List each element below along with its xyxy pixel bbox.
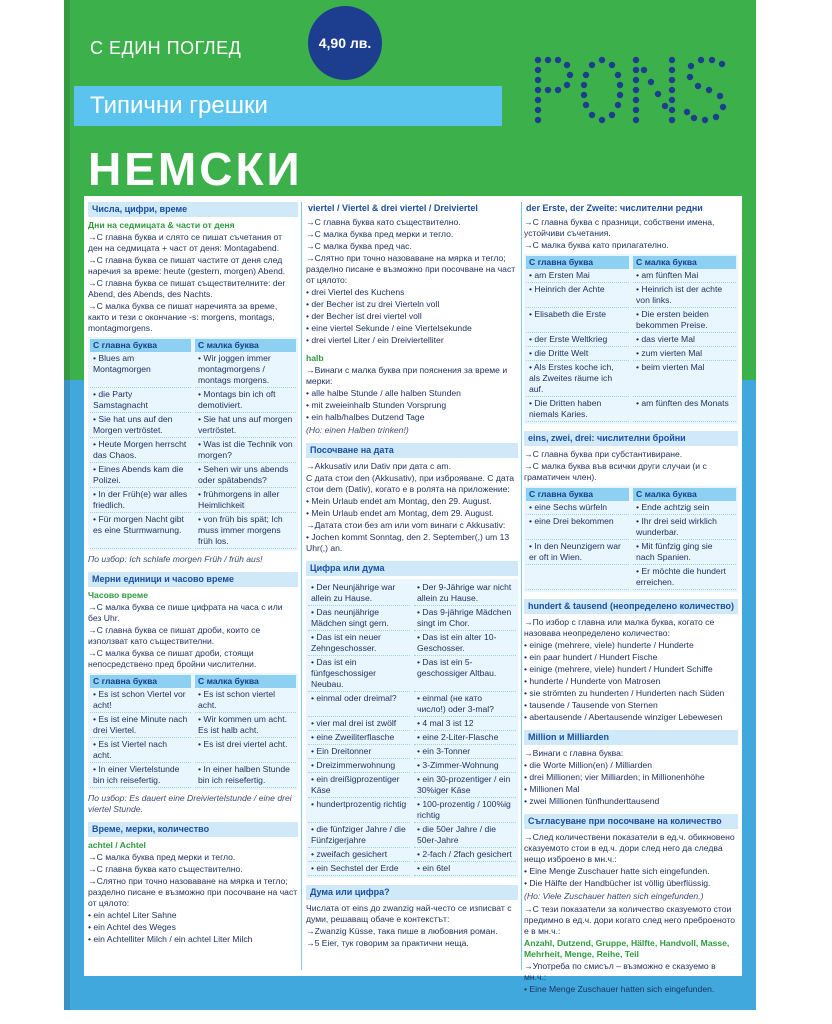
table-cell: • Das ist ein fünfgeschossiger Neubau. (308, 656, 410, 692)
rule-line: →С главна буква се пишат дроби, които се използват като съществителни. (88, 625, 261, 646)
example-line: • Eine Menge Zuschauer hatten sich eingefunden. (524, 984, 715, 994)
table-cell: • ein 3-Tonner (414, 745, 516, 759)
section-cardinals (524, 431, 738, 592)
section-heading: Съгласуване при посочване на количество (524, 814, 738, 829)
rule-line: →С малка буква пред час. (306, 241, 412, 251)
table-cell: • am fünften Mai (633, 269, 736, 283)
section-heading: Числа, цифри, време (88, 202, 298, 217)
example-line: • ein Achtelliter Milch / ein achtel Liter Milch (88, 934, 253, 944)
example-line: • sie strömten zu hunderten / Hunderten nach Süden (524, 688, 725, 698)
example-line: • ein halb/halbes Dutzend Tage (306, 412, 425, 422)
example-table (88, 673, 298, 790)
table-header: С малка буква (195, 675, 296, 688)
example-line: • Mein Urlaub endet am Montag, dem 29. August. (306, 508, 494, 518)
example-line: • eine viertel Sekunde / eine Viertelsekunde (306, 323, 472, 333)
table-cell: • Das ist ein 5-geschossiger Altbau. (414, 656, 516, 692)
table-cell: • Sie hat uns auf den Morgen vertröstet. (90, 413, 191, 438)
table-cell: • ein 30-prozentiger / ein 30%iger Käse (414, 773, 516, 798)
column-3 (524, 202, 738, 1002)
example-line: • Eine Menge Zuschauer hatte sich eingefunden. (524, 866, 710, 876)
section-word-or-digit (306, 885, 518, 949)
table-cell: • Ende achtzig sein (633, 501, 736, 515)
example-line: • alle halbe Stunde / alle halben Stunden (306, 388, 461, 398)
rule-line: →Винаги с главна буква: (524, 748, 624, 758)
section-agreement (524, 814, 738, 995)
table-cell: • am Ersten Mai (526, 269, 629, 283)
table-cell: • Das 9-jährige Mädchen singt im Chor. (414, 606, 516, 631)
table-cell: • Wir kommen um acht. Es ist halb acht. (195, 713, 296, 738)
price-badge (308, 6, 382, 80)
example-line: • Jochen kommt Sonntag, den 2. September(,) um 13 Uhr(,) an. (306, 532, 510, 553)
table-header: С главна буква (526, 256, 629, 269)
table-cell: • 4 mal 3 ist 12 (414, 717, 516, 731)
rule-line: →С тези показатели за количество сказуемото стои предимно в ед.ч. дори когато след него преброеното е в мн.ч.: (524, 904, 736, 936)
rule-line: →С главна буква при субстантивиране. (524, 449, 683, 459)
cover-sheet (64, 0, 756, 1010)
table-cell: • ein Sechstel der Erde (308, 862, 410, 876)
subsection-heading: Часово време (88, 590, 148, 600)
table-cell: • Die Dritten haben niemals Karies. (526, 397, 629, 422)
table-cell: • zum vierten Mal (633, 347, 736, 361)
table-cell: • eine 2-Liter-Flasche (414, 731, 516, 745)
section-heading: Цифра или дума (306, 561, 518, 576)
section-digit-or-word (306, 561, 518, 878)
example-line: • ein paar hundert / Hundert Fische (524, 652, 658, 662)
section-date (306, 443, 518, 554)
cover-kicker: С ЕДИН ПОГЛЕД (90, 38, 242, 58)
rule-line: →По избор с главна или малка буква, когато се назовава неопределено количество: (524, 617, 715, 638)
example-line: • einige (mehrere, viele) hundert / Hundert Schiffe (524, 664, 713, 674)
rule-line: →Винаги с малка буква при пояснения за време и мерки: (306, 365, 508, 386)
table-cell: • Dreizimmerwohnung (308, 759, 410, 773)
subsection-heading: halb (306, 353, 324, 363)
example-line: • abertausende / Abertausende winziger Lebewesen (524, 712, 723, 722)
note-line: (Но: einen Halben trinken!) (306, 425, 409, 435)
pons-logo (530, 52, 736, 132)
table-cell: • Als Erstes koche ich, als Zweites räume ich auf. (526, 361, 629, 397)
section-hundert-tausend (524, 599, 738, 723)
table-cell: • Mit fünfzig ging sie nach Spanien. (633, 540, 736, 565)
table-header: С малка буква (633, 488, 736, 501)
table-cell: • von früh bis spät; Ich muss immer morgens früh los. (195, 513, 296, 549)
section-heading: Million и Milliarden (524, 730, 738, 745)
example-line: • hunderte / Hunderte von Matrosen (524, 676, 661, 686)
section-heading: hundert & tausend (неопределено количество) (524, 599, 738, 614)
table-cell: • eine Drei bekommen (526, 515, 629, 540)
rule-line: →След количествени показатели в ед.ч. обикновено сказуемото стои в ед.ч. дори след него да следва нещо изброено в мн.ч.: (524, 832, 735, 864)
column-divider (301, 202, 302, 970)
table-cell: • In der Früh(e) war alles friedlich. (90, 488, 191, 513)
table-cell: • In einer halben Stunde bin ich reisefertig. (195, 763, 296, 788)
example-line: • drei Millionen; vier Milliarden; in Millionenhöhe (524, 772, 705, 782)
table-cell: • In den Neunzigern war er oft in Wien. (526, 540, 629, 565)
table-cell: • die 50er Jahre / die 50er-Jahre (414, 823, 516, 848)
subsection-heading: Дни на седмицата & части от деня (88, 220, 235, 230)
example-line: • mit zweieinhalb Stunden Vorsprung (306, 400, 447, 410)
table-cell: • eine Sechs würfeln (526, 501, 629, 515)
table-cell: • Das neunjährige Mädchen singt gern. (308, 606, 410, 631)
rule-line: →Употреба по смисъл – възможно е сказуемо в мн.ч.: (524, 961, 716, 982)
note-line: (Но: Viele Zuschauer hatten sich eingefunden.) (524, 891, 704, 901)
table-cell: • Es ist schon Viertel vor acht! (90, 688, 191, 713)
table-cell: • zweifach gesichert (308, 848, 410, 862)
section-million (524, 730, 738, 807)
table-cell: • Sie hat uns auf morgen vertröstet. (195, 413, 296, 438)
table-cell: • Es ist eine Minute nach drei Viertel. (90, 713, 191, 738)
example-line: →Zwanzig Küsse, така пише в любовния роман. (306, 926, 498, 936)
rule-line: →С главна буква като съществително. (88, 864, 243, 874)
table-cell: • ein dreißigprozentiger Käse (308, 773, 410, 798)
cover-title: НЕМСКИ (88, 143, 303, 195)
section-measures (88, 822, 298, 945)
table-cell: • Für morgen Nacht gibt es eine Sturmwarnung. (90, 513, 191, 549)
choice-note: По избор: Es dauert eine Dreiviertelstunde / eine drei viertel Stunde. (88, 793, 292, 814)
table-cell: • Sehen wir uns abends oder spätabends? (195, 463, 296, 488)
rule-line: →С малка буква пред мерки и тегло. (88, 852, 236, 862)
table-cell: • der Erste Weltkrieg (526, 333, 629, 347)
rule-line: →Датата стои без am или vom винаги с Akkusativ: (306, 520, 506, 530)
example-line: • zwei Millionen fünfhunderttausend (524, 796, 660, 806)
table-cell: • Heute Morgen herrscht das Chaos. (90, 438, 191, 463)
rule-line: →С малка буква се пише цифрата на часа с или без Uhr. (88, 602, 283, 623)
cover-subtitle: Типични грешки (90, 92, 268, 119)
table-cell: • die fünfziger Jahre / die Fünfzigerjahre (308, 823, 410, 848)
table-cell: • Heinrich ist der achte von links. (633, 283, 736, 308)
rule-line: →С малка буква пред мерки и тегло. (306, 229, 454, 239)
table-cell: • Er möchte die hundert erreichen. (633, 565, 736, 590)
rule-line: →С малка буква като прилагателно. (524, 240, 669, 250)
rule-line: С дата стои den (Akkusativ), при изброяване. С дата стои dem (Dativ), когато е в ролята на приложение: (306, 473, 515, 494)
rule-line: →С малка буква се пишат дроби, стоящи непосредствено пред бройни числителни. (88, 648, 257, 669)
table-cell: • hundertprozentig richtig (308, 798, 410, 823)
section-heading: Мерни единици и часово време (88, 572, 298, 587)
subsection-heading: achtel / Achtel (88, 840, 146, 850)
table-cell: • Es ist drei viertel acht. (195, 738, 296, 763)
rule-line: →С главна буква с празници, собствени имена, устойчиви съчетания. (524, 217, 715, 238)
table-cell: • eine Zweiliterflasche (308, 731, 410, 745)
table-cell: • frühmorgens in aller Heimlichkeit (195, 488, 296, 513)
example-table (88, 337, 298, 551)
table-header: С малка буква (633, 256, 736, 269)
rule-line: →С главна буква като съществително. (306, 217, 461, 227)
rule-line: Числата от eins до zwanzig най-често се изписват с думи, решаващ обаче е контекстът: (306, 903, 512, 924)
example-table (306, 579, 518, 878)
example-line: • ein achtel Liter Sahne (88, 910, 177, 920)
example-table (524, 486, 738, 592)
table-header: С главна буква (90, 339, 191, 352)
section-numbers-time (88, 202, 298, 565)
rule-line: →Слятно при точно назоваване на мярка и тегло; разделно писане е възможно при посочване на част от цялото: (306, 253, 516, 285)
section-heading: Време, мерки, количество (88, 822, 298, 837)
example-line: • drei Viertel des Kuchens (306, 287, 405, 297)
word-list: Anzahl, Dutzend, Gruppe, Hälfte, Handvoll, Masse, Mehrheit, Menge, Reihe, Teil (524, 938, 730, 959)
rule-line: →Слятно при точно назоваване на мярка и тегло; разделно писане е възможно при посочване на част от цялото: (88, 876, 298, 908)
example-table (524, 254, 738, 424)
rule-line: →Akkusativ или Dativ при дата с am. (306, 461, 451, 471)
table-cell: • Eines Abends kam die Polizei. (90, 463, 191, 488)
example-line: • die Worte Million(en) / Milliarden (524, 760, 652, 770)
table-cell: • 3-Zimmer-Wohnung (414, 759, 516, 773)
table-cell: • die Dritte Welt (526, 347, 629, 361)
table-cell: • am fünften des Monats (633, 397, 736, 422)
example-line: • tausende / Tausende von Sternen (524, 700, 658, 710)
section-ordinals (524, 202, 738, 424)
example-line: →5 Eier, тук говорим за практични неща. (306, 938, 469, 948)
rule-line: →С малка буква във всички други случаи (и с граматичен член). (524, 461, 707, 482)
price-text: 4,90 лв. (318, 35, 372, 51)
table-cell: • das vierte Mal (633, 333, 736, 347)
section-heading: viertel / Viertel & drei viertel / Dreiviertel (308, 203, 478, 213)
rule-line: →С главна буква и слято се пишат съчетания от ден на седмицата + част от деня: Montagabend. (88, 232, 283, 253)
example-line: • der Becher ist zu drei Vierteln voll (306, 299, 440, 309)
section-viertel (306, 202, 518, 346)
table-cell: • einmal oder dreimal? (308, 692, 410, 717)
table-cell: • Ihr drei seid wirklich wunderbar. (633, 515, 736, 540)
table-header: С главна буква (526, 488, 629, 501)
table-cell: • beim vierten Mal (633, 361, 736, 397)
example-line: • der Becher ist drei viertel voll (306, 311, 422, 321)
table-cell: • Was ist die Technik von morgen? (195, 438, 296, 463)
column-1 (88, 202, 298, 952)
table-header: С главна буква (90, 675, 191, 688)
section-heading: Дума или цифра? (306, 885, 518, 900)
table-cell: • Die ersten beiden bekommen Preise. (633, 308, 736, 333)
table-cell: • Der Neunjährige war allein zu Hause. (308, 581, 410, 606)
rule-line: →С главна буква се пишат частите от деня след наречия за време: heute (gestern, morgen) Abend. (88, 255, 286, 276)
rule-line: →С малка буква се пишат наречията за време, както и тези с окончание -s: morgens, montags, montagmorgens. (88, 301, 278, 333)
example-line: • Millionen Mal (524, 784, 580, 794)
table-cell (526, 565, 629, 590)
table-cell: • Wir joggen immer montagmorgens / montags morgens. (195, 352, 296, 388)
table-cell: • die Party Samstagnacht (90, 388, 191, 413)
table-cell: • Der 9-Jährige war nicht allein zu Hause. (414, 581, 516, 606)
table-cell: • Das ist ein alter 10-Geschosser. (414, 631, 516, 656)
section-heading: der Erste, der Zweite: числителни редни (526, 203, 703, 213)
section-heading: Посочване на дата (306, 443, 518, 458)
table-cell: • Es ist schon viertel acht. (195, 688, 296, 713)
example-line: • ein Achtel des Weges (88, 922, 176, 932)
table-cell: • 100-prozentig / 100%ig richtig (414, 798, 516, 823)
table-cell: • einmal (не като число!) oder 3-mal? (414, 692, 516, 717)
table-cell: • Elisabeth die Erste (526, 308, 629, 333)
table-cell: • 2-fach / 2fach gesichert (414, 848, 516, 862)
table-cell: • In einer Viertelstunde bin ich reisefertig. (90, 763, 191, 788)
section-units-clock (88, 572, 298, 815)
column-divider (521, 202, 522, 970)
example-line: • Die Hälfte der Handbücher ist völlig überflüssig. (524, 878, 711, 888)
content-panel (84, 196, 742, 994)
table-cell: • Montags bin ich oft demotiviert. (195, 388, 296, 413)
table-cell: • vier mal drei ist zwölf (308, 717, 410, 731)
table-cell: • Es ist Viertel nach acht. (90, 738, 191, 763)
example-line: • Mein Urlaub endet am Montag, den 29. August. (306, 496, 492, 506)
table-cell: • Blues am Montagmorgen (90, 352, 191, 388)
table-cell: • Heinrich der Achte (526, 283, 629, 308)
table-header: С малка буква (195, 339, 296, 352)
choice-note: По избор: Ich schlafe morgen Früh / früh aus! (88, 554, 263, 564)
section-halb (306, 353, 518, 436)
section-heading: eins, zwei, drei: числителни бройни (524, 431, 738, 446)
table-cell: • ein 6tel (414, 862, 516, 876)
column-2 (306, 202, 518, 956)
example-line: • drei viertel Liter / ein Dreiviertelliter (306, 335, 444, 345)
example-line: • einige (mehrere, viele) hunderte / Hunderte (524, 640, 694, 650)
table-cell: • Das ist ein neuer Zehngeschosser. (308, 631, 410, 656)
rule-line: →С главна буква се пишат съществителните: der Abend, des Abends, des Nachts. (88, 278, 286, 299)
table-cell: • Ein Dreitonner (308, 745, 410, 759)
cover-edge (64, 0, 70, 1010)
